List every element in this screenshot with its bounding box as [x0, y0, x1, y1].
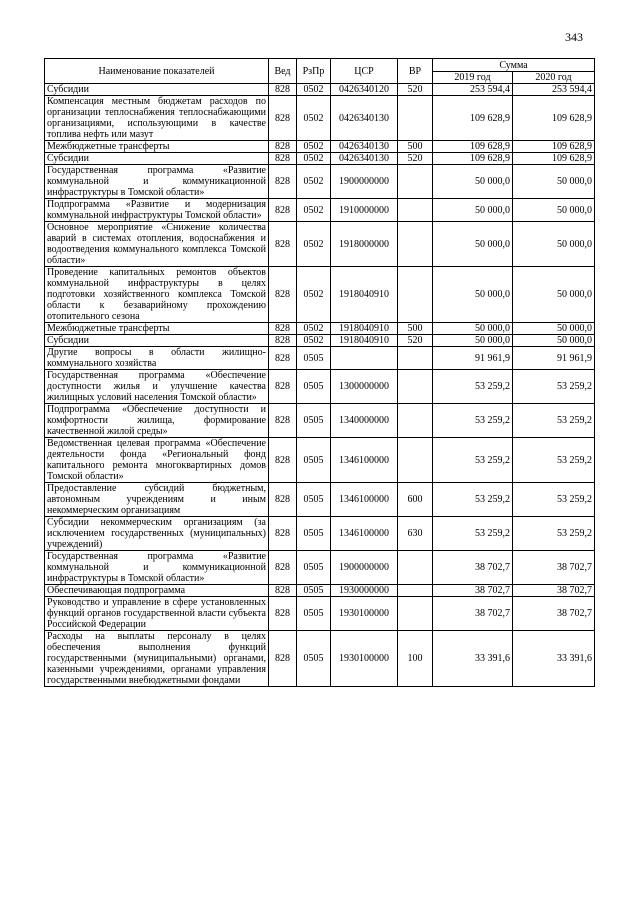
table-row: [45, 323, 595, 335]
row-rzpr: 0502: [297, 96, 331, 141]
row-csr: 1900000000: [331, 551, 398, 585]
row-rzpr: 0505: [297, 370, 331, 404]
row-rzpr: 0502: [297, 84, 331, 96]
table-row: [45, 585, 595, 597]
header-vr: ВР: [398, 59, 433, 84]
header-ved: Вед: [269, 59, 297, 84]
row-csr: 1918040910: [331, 267, 398, 323]
row-vr: 520: [398, 153, 433, 165]
header-sum: Сумма: [433, 59, 595, 72]
row-vr: [398, 585, 433, 597]
row-csr: 1930100000: [331, 631, 398, 687]
row-sum-2019: 109 628,9: [433, 96, 513, 141]
row-csr: 0426340120: [331, 84, 398, 96]
row-name: Другие вопросы в области жилищно-коммунального хозяйства: [45, 347, 269, 370]
row-vr: 520: [398, 84, 433, 96]
table-row: [45, 165, 595, 199]
row-ved: 828: [269, 199, 297, 222]
row-vr: 500: [398, 323, 433, 335]
row-sum-2020: 33 391,6: [513, 631, 595, 687]
row-csr: 0426340130: [331, 153, 398, 165]
row-ved: 828: [269, 84, 297, 96]
row-csr: 1300000000: [331, 370, 398, 404]
row-name: Субсидии: [45, 335, 269, 347]
row-name: Руководство и управление в сфере установленных функций органов государственной власти субъекта Российской Федерации: [45, 597, 269, 631]
row-sum-2020: 50 000,0: [513, 199, 595, 222]
row-vr: [398, 165, 433, 199]
row-name: Ведомственная целевая программа «Обеспечение деятельности фонда «Региональный фонд капитального ремонта многоквартирных домов Томской области»: [45, 438, 269, 483]
row-name: Межбюджетные трансферты: [45, 323, 269, 335]
table-row: [45, 335, 595, 347]
table-row: [45, 153, 595, 165]
row-sum-2020: 50 000,0: [513, 267, 595, 323]
row-csr: 0426340130: [331, 96, 398, 141]
row-ved: 828: [269, 551, 297, 585]
row-vr: [398, 370, 433, 404]
row-rzpr: 0502: [297, 222, 331, 267]
row-csr: [331, 347, 398, 370]
row-vr: [398, 404, 433, 438]
table-row: [45, 84, 595, 96]
row-ved: 828: [269, 222, 297, 267]
table-row: [45, 404, 595, 438]
row-name: Подпрограмма «Обеспечение доступности и комфортности жилища, формирование качественной жилой среды»: [45, 404, 269, 438]
row-csr: 1346100000: [331, 517, 398, 551]
header-name: Наименование показателей: [45, 59, 269, 84]
row-ved: 828: [269, 335, 297, 347]
row-sum-2020: 38 702,7: [513, 585, 595, 597]
table-row: [45, 631, 595, 687]
row-ved: 828: [269, 517, 297, 551]
row-ved: 828: [269, 438, 297, 483]
row-ved: 828: [269, 404, 297, 438]
row-sum-2019: 38 702,7: [433, 585, 513, 597]
row-ved: 828: [269, 165, 297, 199]
row-csr: 1910000000: [331, 199, 398, 222]
row-name: Обеспечивающая подпрограмма: [45, 585, 269, 597]
row-ved: 828: [269, 96, 297, 141]
row-sum-2019: 38 702,7: [433, 551, 513, 585]
row-rzpr: 0505: [297, 631, 331, 687]
row-ved: 828: [269, 370, 297, 404]
row-sum-2020: 109 628,9: [513, 96, 595, 141]
row-sum-2019: 53 259,2: [433, 483, 513, 517]
row-name: Расходы на выплаты персоналу в целях обеспечения выполнения функций государственными (муниципальными) органами, казенными учреждениями, органами управления государственными внебюджетными фондами: [45, 631, 269, 687]
table-row: [45, 96, 595, 141]
header-csr: ЦСР: [331, 59, 398, 84]
row-name: Подпрограмма «Развитие и модернизация коммунальной инфраструктуры Томской области»: [45, 199, 269, 222]
table-row: [45, 222, 595, 267]
row-rzpr: 0502: [297, 199, 331, 222]
header-year-2020: 2020 год: [513, 72, 595, 84]
row-sum-2020: 53 259,2: [513, 438, 595, 483]
row-name: Субсидии: [45, 153, 269, 165]
row-ved: 828: [269, 267, 297, 323]
row-sum-2019: 50 000,0: [433, 335, 513, 347]
row-rzpr: 0505: [297, 597, 331, 631]
row-csr: 1346100000: [331, 483, 398, 517]
row-vr: 520: [398, 335, 433, 347]
row-name: Межбюджетные трансферты: [45, 141, 269, 153]
row-csr: 1930000000: [331, 585, 398, 597]
row-sum-2019: 109 628,9: [433, 141, 513, 153]
row-sum-2020: 53 259,2: [513, 370, 595, 404]
row-sum-2020: 50 000,0: [513, 222, 595, 267]
row-sum-2019: 53 259,2: [433, 404, 513, 438]
row-ved: 828: [269, 631, 297, 687]
row-vr: 600: [398, 483, 433, 517]
row-rzpr: 0502: [297, 267, 331, 323]
table-row: [45, 370, 595, 404]
row-ved: 828: [269, 597, 297, 631]
row-vr: [398, 597, 433, 631]
row-rzpr: 0505: [297, 585, 331, 597]
row-sum-2019: 50 000,0: [433, 222, 513, 267]
row-name: Субсидии некоммерческим организациям (за исключением государственных (муниципальных) учреждений): [45, 517, 269, 551]
row-sum-2019: 53 259,2: [433, 517, 513, 551]
row-csr: 1930100000: [331, 597, 398, 631]
row-vr: [398, 222, 433, 267]
row-sum-2019: 50 000,0: [433, 199, 513, 222]
row-sum-2020: 109 628,9: [513, 141, 595, 153]
row-sum-2019: 50 000,0: [433, 323, 513, 335]
table-row: [45, 199, 595, 222]
row-csr: 1340000000: [331, 404, 398, 438]
row-sum-2019: 253 594,4: [433, 84, 513, 96]
row-vr: [398, 96, 433, 141]
row-rzpr: 0505: [297, 517, 331, 551]
row-name: Компенсация местным бюджетам расходов по организации теплоснабжения теплоснабжающими организациями, использующими в качестве топлива нефть или мазут: [45, 96, 269, 141]
row-rzpr: 0502: [297, 323, 331, 335]
table-row: [45, 267, 595, 323]
row-sum-2020: 109 628,9: [513, 153, 595, 165]
row-rzpr: 0505: [297, 438, 331, 483]
row-sum-2019: 53 259,2: [433, 438, 513, 483]
row-vr: [398, 551, 433, 585]
table-row: [45, 597, 595, 631]
row-name: Государственная программа «Обеспечение доступности жилья и улучшение качества жилищных условий населения Томской области»: [45, 370, 269, 404]
row-sum-2019: 33 391,6: [433, 631, 513, 687]
row-vr: [398, 347, 433, 370]
row-sum-2019: 50 000,0: [433, 165, 513, 199]
row-vr: [398, 267, 433, 323]
row-rzpr: 0505: [297, 483, 331, 517]
row-vr: 500: [398, 141, 433, 153]
header-year-2019: 2019 год: [433, 72, 513, 84]
table-row: [45, 483, 595, 517]
row-sum-2020: 53 259,2: [513, 517, 595, 551]
table-row: [45, 347, 595, 370]
row-ved: 828: [269, 153, 297, 165]
budget-table: [44, 58, 595, 687]
row-csr: 1346100000: [331, 438, 398, 483]
row-name: Основное мероприятие «Снижение количества аварий в системах отопления, водоснабжения и водоотведения коммунального комплекса Томской области»: [45, 222, 269, 267]
row-sum-2020: 53 259,2: [513, 404, 595, 438]
row-name: Государственная программа «Развитие коммунальной и коммуникационной инфраструктуры в Томской области»: [45, 165, 269, 199]
row-rzpr: 0502: [297, 165, 331, 199]
row-sum-2019: 109 628,9: [433, 153, 513, 165]
row-rzpr: 0505: [297, 347, 331, 370]
row-vr: 100: [398, 631, 433, 687]
row-csr: 1918040910: [331, 335, 398, 347]
row-ved: 828: [269, 141, 297, 153]
table-row: [45, 551, 595, 585]
row-vr: [398, 438, 433, 483]
row-csr: 1918040910: [331, 323, 398, 335]
row-name: Субсидии: [45, 84, 269, 96]
row-rzpr: 0505: [297, 404, 331, 438]
row-ved: 828: [269, 323, 297, 335]
row-ved: 828: [269, 483, 297, 517]
row-rzpr: 0502: [297, 141, 331, 153]
row-rzpr: 0502: [297, 153, 331, 165]
row-csr: 1918000000: [331, 222, 398, 267]
row-sum-2019: 38 702,7: [433, 597, 513, 631]
row-vr: 630: [398, 517, 433, 551]
row-vr: [398, 199, 433, 222]
row-sum-2020: 38 702,7: [513, 551, 595, 585]
row-sum-2020: 253 594,4: [513, 84, 595, 96]
page-number: 343: [565, 30, 583, 44]
row-sum-2019: 50 000,0: [433, 267, 513, 323]
header-rzpr: РзПр: [297, 59, 331, 84]
row-name: Предоставление субсидий бюджетным, автономным учреждениям и иным некоммерческим организациям: [45, 483, 269, 517]
row-sum-2020: 50 000,0: [513, 323, 595, 335]
row-sum-2020: 50 000,0: [513, 165, 595, 199]
table-row: [45, 438, 595, 483]
row-ved: 828: [269, 585, 297, 597]
table-row: [45, 517, 595, 551]
table-row: [45, 141, 595, 153]
row-rzpr: 0505: [297, 551, 331, 585]
row-sum-2020: 91 961,9: [513, 347, 595, 370]
row-sum-2019: 53 259,2: [433, 370, 513, 404]
row-rzpr: 0502: [297, 335, 331, 347]
row-name: Проведение капитальных ремонтов объектов коммунальной инфраструктуры в целях подготовки хозяйственного комплекса Томской области к безаварийному прохождению отопительного сезона: [45, 267, 269, 323]
row-sum-2020: 50 000,0: [513, 335, 595, 347]
row-sum-2020: 53 259,2: [513, 483, 595, 517]
row-ved: 828: [269, 347, 297, 370]
row-sum-2019: 91 961,9: [433, 347, 513, 370]
row-name: Государственная программа «Развитие коммунальной и коммуникационной инфраструктуры в Томской области»: [45, 551, 269, 585]
row-sum-2020: 38 702,7: [513, 597, 595, 631]
row-csr: 1900000000: [331, 165, 398, 199]
row-csr: 0426340130: [331, 141, 398, 153]
